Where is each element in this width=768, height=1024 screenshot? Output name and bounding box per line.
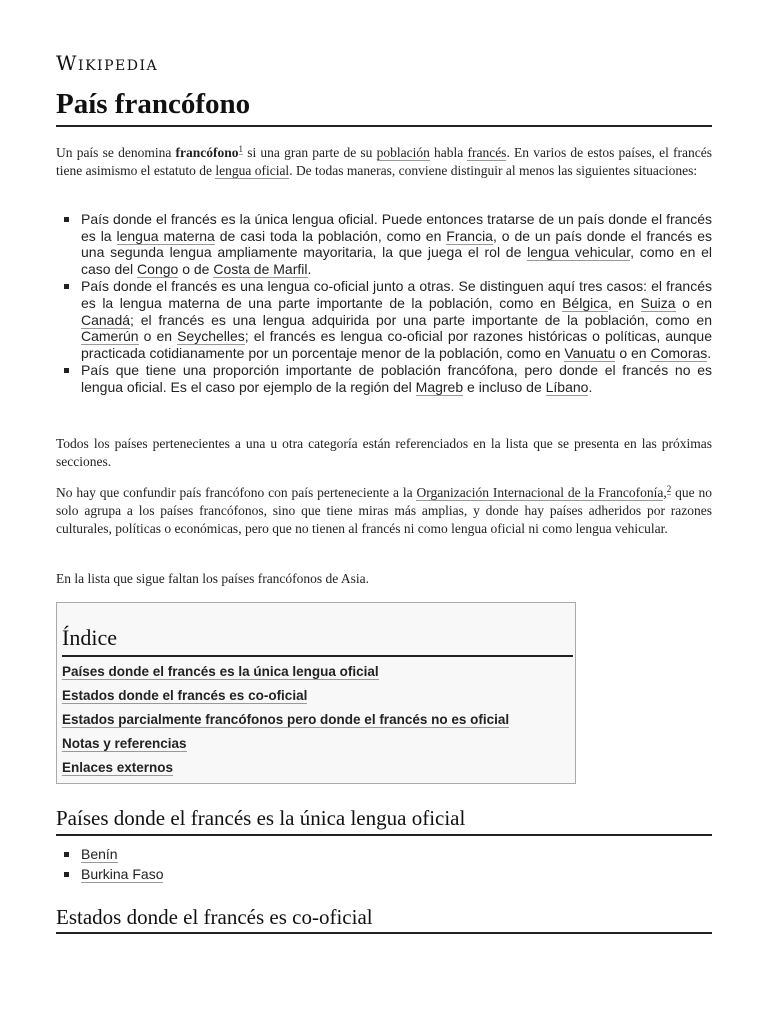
- bullet-icon: [64, 872, 69, 877]
- list-item: [56, 866, 163, 886]
- wikipedia-logo: Wikipedia: [56, 51, 159, 75]
- link-belgica[interactable]: Bélgica: [562, 294, 608, 311]
- bullet-icon: [64, 284, 69, 289]
- link-canada[interactable]: Canadá: [81, 311, 131, 328]
- link-magreb[interactable]: Magreb: [415, 378, 464, 395]
- link-comoras[interactable]: Comoras: [650, 344, 708, 361]
- list-item: País donde el francés es la única lengua oficial. Puede entonces tratarse de un país donde el francés es la lengua materna de casi toda la población, como en Francia, o de un país donde el francés es una segunda lengua ampliamente mayoritaria, la que juega el rol de lengua vehicular, como en el caso del Congo o de Costa de Marfil.: [56, 211, 712, 277]
- bullet-icon: [64, 852, 69, 857]
- page-title: País francófono: [56, 88, 251, 120]
- link-lengua-vehicular[interactable]: lengua vehicular: [527, 244, 631, 261]
- link-congo[interactable]: Congo: [137, 260, 179, 277]
- toc-item-unica-lengua[interactable]: Países donde el francés es la única lengua oficial: [62, 664, 379, 679]
- paragraph-oif: No hay que confundir país francófono con país perteneciente a la Organización Internacional de la Francofonía,$^2$ que no solo agrupa a los países francófonos, sino que tiene miras más amplias, y donde hay países adheridos por razones culturales, políticas o económicas, pero que no tienen al francés ni como lengua oficial ni como lengua vehicular.: [56, 483, 712, 536]
- link-benin[interactable]: Benín: [81, 846, 118, 862]
- toc-item-co-oficial[interactable]: Estados donde el francés es co-oficial: [62, 688, 308, 703]
- link-burkina-faso[interactable]: Burkina Faso: [81, 866, 164, 882]
- link-lengua-materna[interactable]: lengua materna: [116, 227, 215, 244]
- table-of-contents: [56, 602, 576, 784]
- footnote-ref-2[interactable]: 2: [666, 483, 672, 494]
- toc-item-enlaces[interactable]: Enlaces externos: [62, 760, 174, 775]
- link-seychelles[interactable]: Seychelles: [177, 328, 245, 345]
- toc-list: [62, 663, 509, 783]
- bullet-icon: [64, 368, 69, 373]
- section-heading-co-oficial: Estados donde el francés es co-oficial: [56, 905, 373, 929]
- link-francia[interactable]: Francia: [446, 227, 493, 244]
- link-lengua-oficial[interactable]: lengua oficial: [215, 163, 290, 178]
- cases-list: [56, 211, 712, 397]
- term-bold: francófono: [175, 145, 239, 160]
- list-item: [56, 846, 163, 866]
- paragraph-categories: Todos los países pertenecientes a una u otra categoría están referenciados en la lista que se presenta en las próximas secciones.: [56, 436, 712, 469]
- footnote-ref-1[interactable]: 1: [238, 143, 244, 154]
- link-camerun[interactable]: Camerún: [81, 328, 139, 345]
- toc-title: Índice: [62, 625, 117, 650]
- section-divider: [56, 932, 712, 934]
- toc-divider: [62, 655, 573, 657]
- link-organizacion-francofonia[interactable]: Organización Internacional de la Francofonía: [416, 485, 664, 500]
- link-libano[interactable]: Líbano: [545, 378, 589, 395]
- section-divider: [56, 834, 712, 836]
- paragraph-asia: En la lista que sigue faltan los países francófonos de Asia.: [56, 571, 370, 586]
- section-heading-unica-lengua: Países donde el francés es la única lengua oficial: [56, 806, 466, 830]
- link-suiza[interactable]: Suiza: [640, 294, 676, 311]
- link-frances[interactable]: francés: [467, 145, 507, 160]
- link-costa-de-marfil[interactable]: Costa de Marfil: [213, 260, 308, 277]
- link-poblacion[interactable]: población: [376, 145, 430, 160]
- bullet-icon: [64, 217, 69, 222]
- link-vanuatu[interactable]: Vanuatu: [564, 344, 616, 361]
- title-divider: [56, 125, 712, 127]
- toc-item-notas[interactable]: Notas y referencias: [62, 736, 187, 751]
- countries-list: [56, 846, 163, 886]
- intro-paragraph: Un país se denomina francófono$^1$ si una gran parte de su población habla francés. En varios de estos países, el francés tiene asimismo el estatuto de lengua oficial. De todas maneras, conviene distinguir al menos las siguientes situaciones:: [56, 143, 712, 178]
- list-item: País donde el francés es una lengua co-oficial junto a otras. Se distinguen aquí tres casos: el francés es la lengua materna de una parte importante de la población, como en Bélgica, en Suiza o en Canadá; el francés es una lengua adquirida por una parte importante de la población, como en Camerún o en Seychelles; el francés es lengua co-oficial por razones históricas o políticas, aunque practicada cotidianamente por un porcentaje menor de la población, como en Vanuatu o en Comoras.: [56, 278, 712, 361]
- toc-item-parcialmente[interactable]: Estados parcialmente francófonos pero donde el francés no es oficial: [62, 712, 510, 727]
- list-item: País que tiene una proporción importante de población francófona, pero donde el francés no es lengua oficial. Es el caso por ejemplo de la región del Magreb e incluso de Líbano.: [56, 362, 712, 395]
